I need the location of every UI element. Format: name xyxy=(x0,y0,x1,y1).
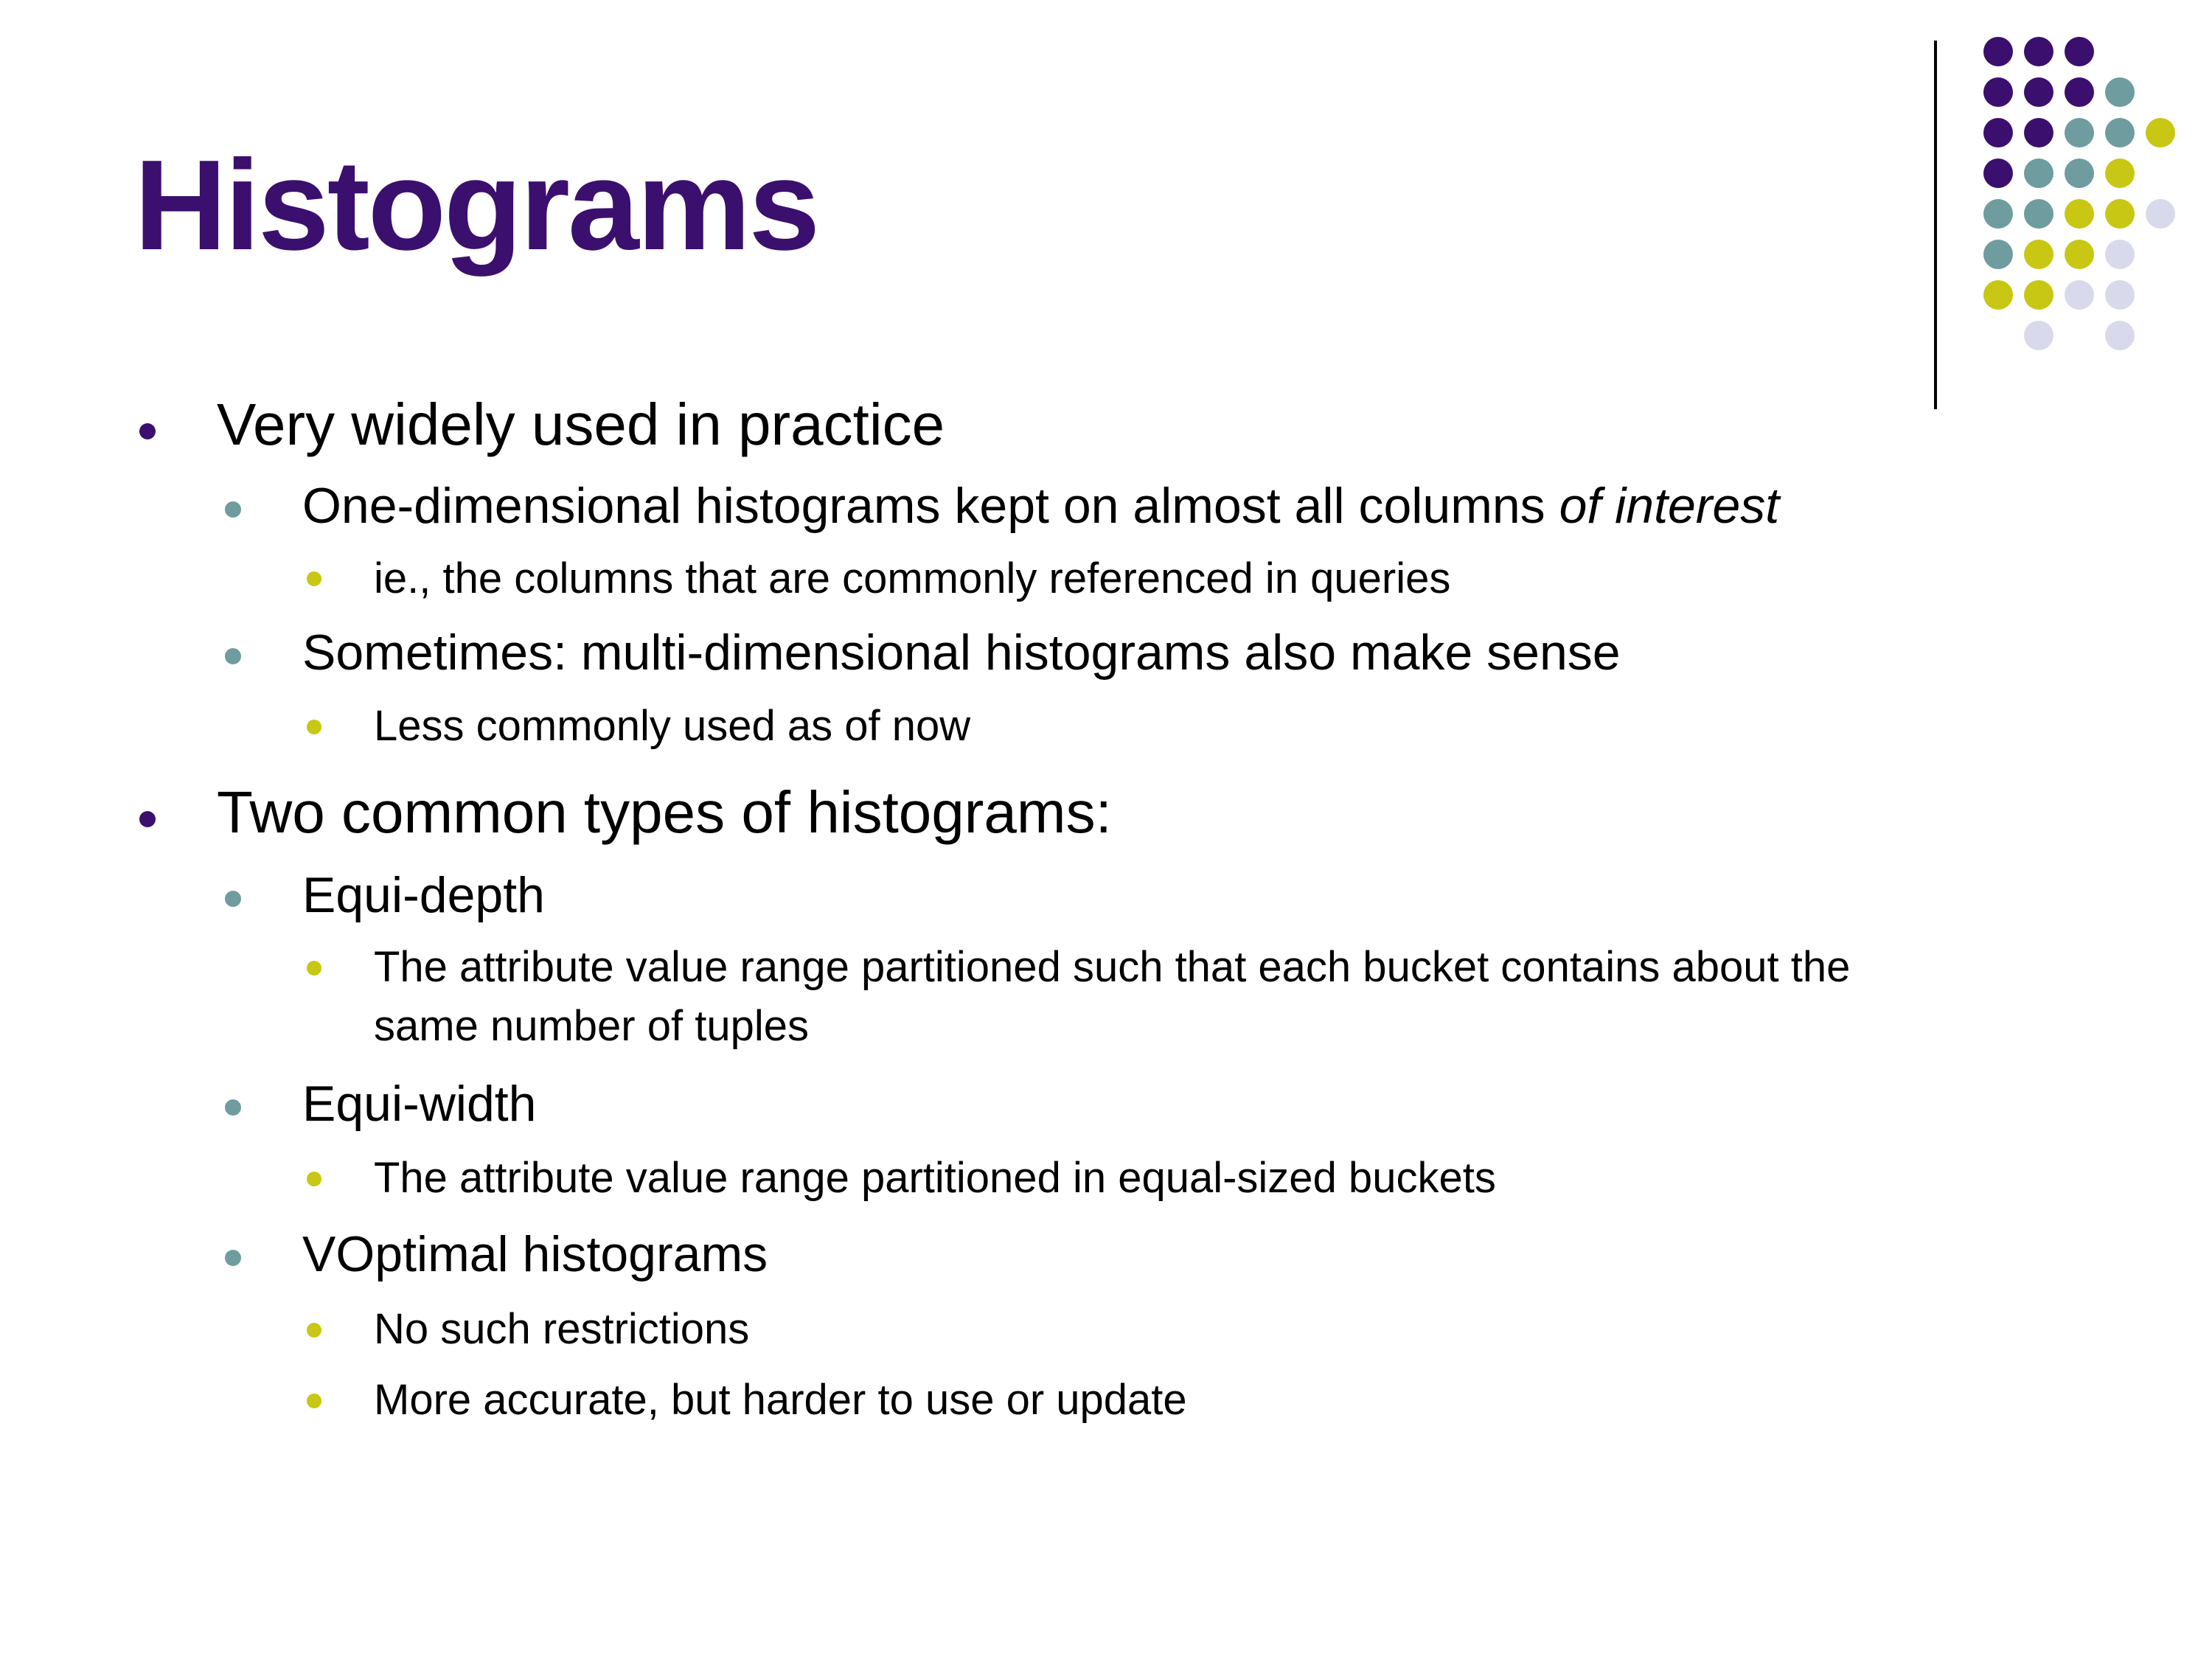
decorative-dot xyxy=(1983,37,2013,66)
bullet-icon xyxy=(225,501,241,518)
bullet-icon xyxy=(225,891,241,907)
decorative-dot xyxy=(2024,321,2053,350)
decorative-dot xyxy=(2105,321,2135,350)
bullet-icon xyxy=(225,1250,241,1266)
decorative-dot xyxy=(2024,77,2053,107)
bullet-icon xyxy=(307,1323,321,1338)
bullet-icon xyxy=(139,423,156,439)
decorative-dot xyxy=(2065,280,2094,310)
decorative-dot xyxy=(2024,280,2053,310)
bullet-icon xyxy=(307,1172,321,1186)
decorative-dot xyxy=(2105,240,2135,269)
list-item-text-main: One-dimensional histograms kept on almost all columns xyxy=(302,478,1559,534)
bullet-icon xyxy=(307,720,321,734)
decorative-dot xyxy=(1983,159,2013,188)
decorative-dot xyxy=(2105,159,2135,188)
bullet-icon xyxy=(139,811,156,827)
decorative-dot xyxy=(2065,118,2094,147)
decorative-dot xyxy=(2146,118,2175,147)
decorative-dot xyxy=(2024,37,2053,66)
decorative-dot xyxy=(2024,199,2053,229)
list-item-text: Two common types of histograms: xyxy=(217,779,1112,845)
decorative-dot xyxy=(2024,118,2053,147)
bullet-icon xyxy=(307,1394,321,1408)
list-item-text: The attribute value range partitioned such that each bucket contains about the xyxy=(374,943,1851,991)
list-item-text: Very widely used in practice xyxy=(217,392,945,457)
decorative-dot xyxy=(2105,77,2135,107)
decorative-dot xyxy=(1983,199,2013,229)
decorative-dot xyxy=(2105,199,2135,229)
list-item-text: Equi-width xyxy=(302,1076,537,1132)
list-item-text: Less commonly used as of now xyxy=(374,702,971,750)
list-item-text: VOptimal histograms xyxy=(302,1226,768,1282)
decorative-dot-grid xyxy=(0,0,2212,383)
slide-title: Histograms xyxy=(134,133,818,276)
list-item-text: The attribute value range partitioned in equal-sized buckets xyxy=(374,1154,1496,1202)
list-item-text: ie., the columns that are commonly referenced in queries xyxy=(374,554,1451,602)
decorative-dot xyxy=(2065,37,2094,66)
decorative-dot xyxy=(2105,118,2135,147)
list-item-text: Equi-depth xyxy=(302,867,545,923)
decorative-dot xyxy=(2065,159,2094,188)
decorative-dot xyxy=(2024,159,2053,188)
bullet-icon xyxy=(225,1099,241,1116)
decorative-dot xyxy=(2065,199,2094,229)
bullet-icon xyxy=(225,648,241,664)
decorative-dot xyxy=(2065,77,2094,107)
list-item-text: Sometimes: multi-dimensional histograms also make sense xyxy=(302,625,1621,681)
list-item-text: More accurate, but harder to use or update xyxy=(374,1376,1187,1424)
decorative-dot xyxy=(2065,240,2094,269)
bullet-icon xyxy=(307,571,321,586)
decorative-dot xyxy=(2146,199,2175,229)
decorative-dot xyxy=(2024,240,2053,269)
decorative-dot xyxy=(2105,280,2135,310)
decorative-dot xyxy=(1983,240,2013,269)
decorative-dot xyxy=(1983,77,2013,107)
list-item-text xyxy=(302,476,1779,535)
decorative-dot xyxy=(1983,118,2013,147)
list-item-text-continued: same number of tuples xyxy=(374,1002,809,1050)
bullet-icon xyxy=(307,961,321,975)
list-item-text-emphasis: of interest xyxy=(1559,478,1780,534)
list-item-text: No such restrictions xyxy=(374,1305,750,1353)
decorative-dot xyxy=(1983,280,2013,310)
